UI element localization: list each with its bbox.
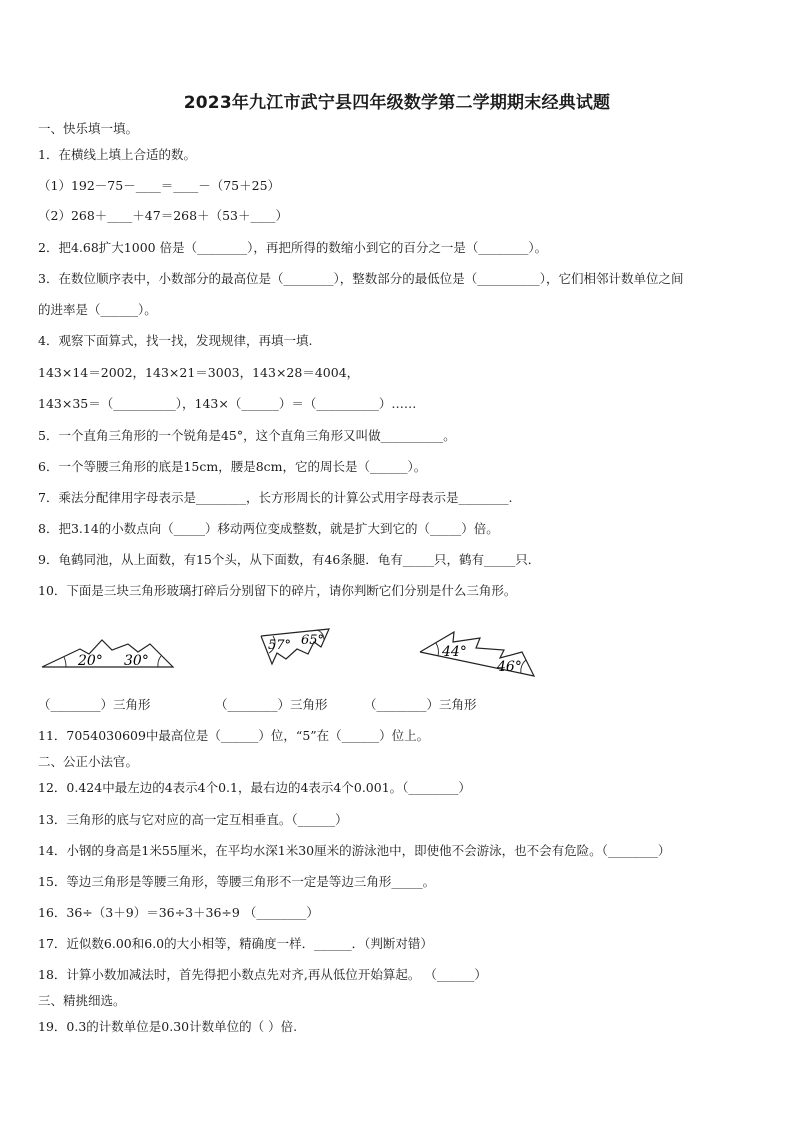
fragment-2-angle-a: 57° (268, 638, 292, 653)
question-14: 14．小钢的身高是1米55厘米，在平均水深1米30厘米的游泳池中，即使他不会游泳，也不会有危险。（________） (38, 843, 671, 858)
question-8: 8．把3.14的小数点向（_____）移动两位变成整数，就是扩大到它的（_____）倍。 (38, 521, 499, 536)
question-4-blanks: 143×35＝（__________），143×（______）＝（__________）…… (38, 396, 417, 411)
question-1-part-1: （1）192－75－____＝____－（75＋25） (38, 178, 281, 193)
fragment-1-outline (42, 640, 173, 667)
question-11: 11．7054030609中最高位是（______）位，“5”在（______）位上。 (38, 728, 430, 743)
question-4-examples: 143×14＝2002，143×21＝3003，143×28＝4004， (38, 365, 360, 380)
triangle-fragment-2 (259, 627, 333, 667)
fragment-1-angle-b: 30° (124, 653, 149, 669)
section-3-heading: 三、精挑细选。 (38, 993, 126, 1008)
fragment-1-arc-right (158, 656, 161, 667)
question-16: 16．36÷（3＋9）＝36÷3＋36÷9 （________） (38, 905, 319, 920)
question-1: 1．在横线上填上合适的数。 (38, 147, 196, 162)
question-3-continued: 的进率是（______）。 (38, 302, 157, 317)
question-12: 12．0.424中最左边的4表示4个0.1，最右边的4表示4个0.001。（________） (38, 780, 471, 795)
fragment-3-arc-left (436, 643, 438, 656)
triangle-fragment-1 (40, 634, 176, 674)
triangle-fragment-3 (418, 628, 536, 680)
fragment-3-angle-a: 44° (442, 644, 467, 660)
fragment-1-angle-a: 20° (78, 653, 103, 669)
question-9: 9．龟鹤同池，从上面数，有15个头，从下面数，有46条腿．龟有_____只，鹤有_____只． (38, 552, 541, 567)
question-1-part-2: （2）268＋____＋47＝268＋（53＋____） (38, 208, 288, 223)
question-15: 15．等边三角形是等腰三角形，等腰三角形不一定是等边三角形_____。 (38, 874, 436, 889)
page-title: 2023年九江市武宁县四年级数学第二学期期末经典试题 (183, 93, 611, 113)
question-18: 18．计算小数加减法时，首先得把小数点先对齐,再从低位开始算起。 （______） (38, 967, 487, 982)
fragment-2-answer: （________）三角形 (215, 697, 328, 712)
question-3: 3．在数位顺序表中，小数部分的最高位是（________），整数部分的最低位是（__________），它们相邻计数单位之间 (38, 271, 684, 286)
fragment-3-angle-b: 46° (497, 659, 522, 675)
fragment-2-angle-b: 65° (301, 633, 325, 648)
question-7: 7．乘法分配律用字母表示是________，长方形周长的计算公式用字母表示是________. (38, 490, 513, 505)
question-13: 13．三角形的底与它对应的高一定互相垂直。（______） (38, 812, 348, 827)
question-4: 4．观察下面算式，找一找，发现规律，再填一填. (38, 333, 313, 348)
fragment-1-arc-left (64, 657, 66, 667)
fragment-3-answer: （________）三角形 (364, 697, 477, 712)
fragment-1-answer: （________）三角形 (38, 697, 151, 712)
question-17: 17．近似数6.00和6.0的大小相等，精确度一样．______．（判断对错） (38, 936, 433, 951)
question-19: 19．0.3的计数单位是0.30计数单位的（ ）倍. (38, 1019, 298, 1034)
question-10: 10．下面是三块三角形玻璃打碎后分别留下的碎片，请你判断它们分别是什么三角形。 (38, 583, 517, 598)
question-6: 6．一个等腰三角形的底是15cm，腰是8cm，它的周长是（______）。 (38, 459, 427, 474)
section-1-heading: 一、快乐填一填。 (38, 121, 139, 136)
question-5: 5．一个直角三角形的一个锐角是45°，这个直角三角形又叫做__________。 (38, 428, 456, 443)
section-2-heading: 二、公正小法官。 (38, 754, 139, 769)
question-2: 2．把4.68扩大1000 倍是（________），再把所得的数缩小到它的百分之一是（________）。 (38, 240, 548, 255)
